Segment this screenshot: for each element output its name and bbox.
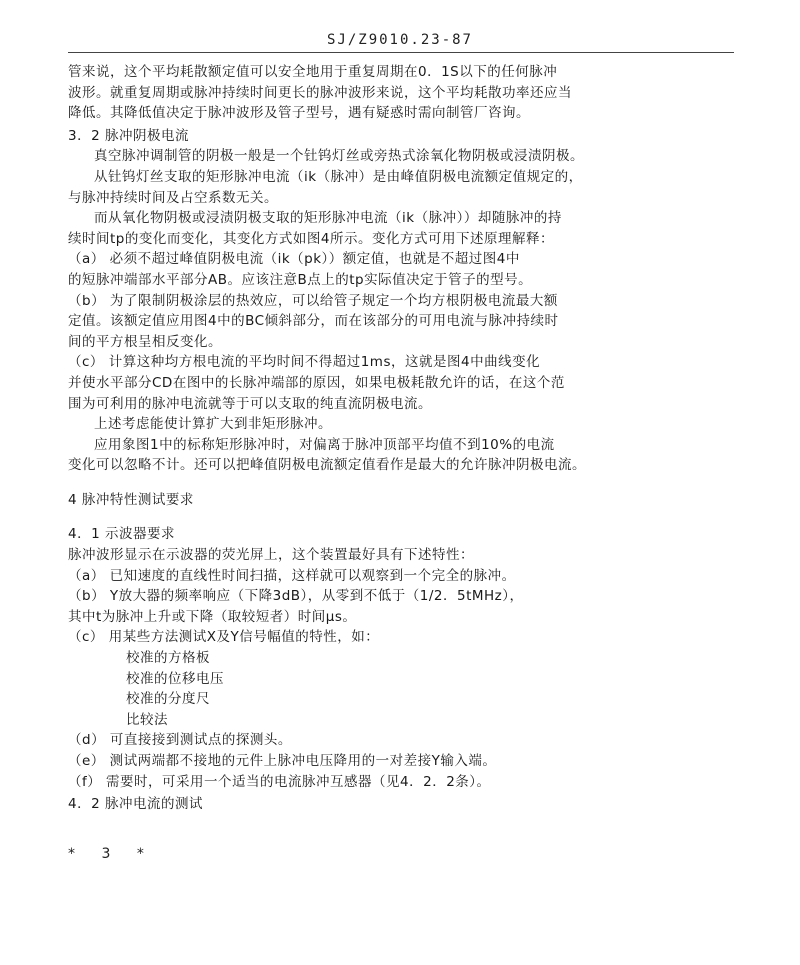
- header-rule: [68, 52, 734, 53]
- list-item-b: （b） 为了限制阴极涂层的热效应，可以给管子规定一个均方根阴极电流最大额: [68, 292, 558, 309]
- list-item-d: （d） 可直接接到测试点的探测头。: [68, 732, 292, 749]
- page-footer: [68, 846, 164, 862]
- section-heading-3-2: 3．2 脉冲阴极电流: [68, 127, 189, 144]
- text-line: 降低。其降低值决定于脉冲波形及管子型号，遇有疑惑时需向制管厂咨询。: [68, 105, 530, 122]
- sub-list-item: 校准的分度尺: [126, 691, 210, 708]
- text-line: 围为可利用的脉冲电流就等于可以支取的纯直流阴极电流。: [68, 395, 432, 412]
- text-line: 从钍钨灯丝支取的矩形脉冲电流（ik（脉冲）是由峰值阴极电流额定值规定的，: [94, 168, 583, 185]
- text-line: 上述考虑能使计算扩大到非矩形脉冲。: [94, 416, 332, 433]
- body-text: [68, 62, 738, 815]
- text-line: 变化可以忽略不计。还可以把峰值阴极电流额定值看作是最大的允许脉冲阴极电流。: [68, 457, 586, 474]
- text-line: 续时间tp的变化而变化，其变化方式如图4所示。变化方式可用下述原理解释：: [68, 230, 554, 247]
- list-item-f: （f） 需要时，可采用一个适当的电流脉冲互感器（见4．2．2条）。: [68, 773, 491, 790]
- list-item-a: （a） 必须不超过峰值阴极电流（ik（pk））额定值，也就是不超过图4中: [68, 251, 520, 268]
- text-line: 应用象图1中的标称矩形脉冲时，对偏离于脉冲顶部平均值不到10%的电流: [94, 436, 555, 453]
- sub-list-item: 比较法: [126, 711, 168, 728]
- text-line: 脉冲波形显示在示波器的荧光屏上，这个装置最好具有下述特性：: [68, 547, 474, 564]
- page-number: 3: [101, 846, 113, 862]
- text-line: 定值。该额定值应用图4中的BC倾斜部分，而在该部分的可用电流与脉冲持续时: [68, 313, 559, 330]
- text-line: 而从氧化物阴极或浸渍阴极支取的矩形脉冲电流（ik（脉冲））却随脉冲的持: [94, 210, 562, 227]
- text-line: 真空脉冲调制管的阴极一般是一个钍钨灯丝或旁热式涂氧化物阴极或浸渍阴极。: [94, 148, 584, 165]
- spacer: [68, 510, 738, 522]
- footer-star-left: *: [68, 846, 77, 862]
- text-line: 管来说，这个平均耗散额定值可以安全地用于重复周期在0．1S以下的任何脉冲: [68, 64, 558, 80]
- text-line: 间的平方根呈相反变化。: [68, 333, 222, 350]
- text-line: 并使水平部分CD在图中的长脉冲端部的原因，如果电极耗散允许的话，在这个范: [68, 374, 565, 391]
- footer-star-right: *: [136, 846, 146, 862]
- text-line: 波形。就重复周期或脉冲持续时间更长的脉冲波形来说，这个平均耗散功率还应当: [68, 84, 572, 101]
- list-item-c: （c） 用某些方法测试X及Y信号幅值的特性，如：: [68, 629, 380, 646]
- text-line: 的短脉冲端部水平部分AB。应该注意B点上的tp实际值决定于管子的型号。: [68, 271, 533, 288]
- text-line: 与脉冲持续时间及占空系数无关。: [68, 189, 278, 206]
- standard-code-header: SJ/Z9010.23-87: [326, 32, 473, 48]
- text-line: 其中t为脉冲上升或下降（取较短者）时间μs。: [68, 608, 357, 625]
- sub-list-item: 校准的方格板: [126, 650, 210, 667]
- spacer: [68, 476, 738, 488]
- sub-list-item: 校准的位移电压: [126, 670, 224, 687]
- list-item-b: （b） Y放大器的频率响应（下降3dB），从零到不低于（1/2．5tMHz），: [68, 588, 524, 605]
- list-item-a: （a） 已知速度的直线性时间扫描，这样就可以观察到一个完全的脉冲。: [68, 567, 516, 584]
- section-heading-4-1: 4．1 示波器要求: [68, 526, 175, 543]
- section-heading-4: 4 脉冲特性测试要求: [68, 491, 194, 508]
- list-item-c: （c） 计算这种均方根电流的平均时间不得超过1ms，这就是图4中曲线变化: [68, 354, 541, 371]
- section-heading-4-2: 4．2 脉冲电流的测试: [68, 796, 203, 813]
- list-item-e: （e） 测试两端都不接地的元件上脉冲电压降用的一对差接Y输入端。: [68, 753, 497, 769]
